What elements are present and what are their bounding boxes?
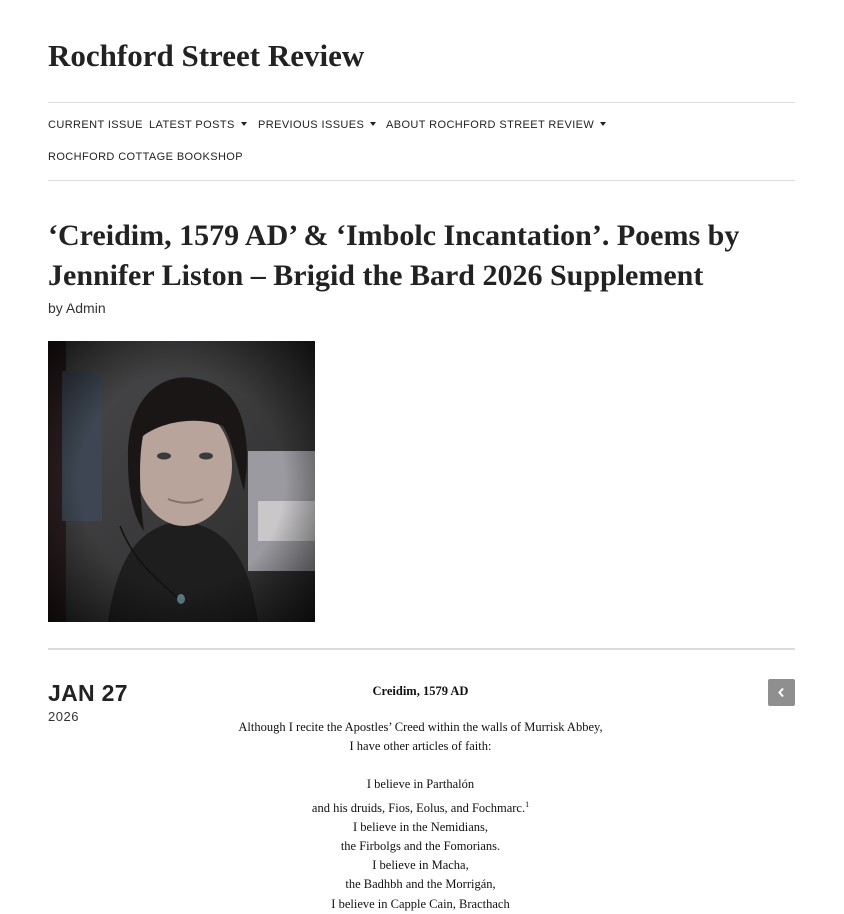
caret-down-icon bbox=[370, 122, 376, 126]
previous-post-button[interactable] bbox=[768, 679, 795, 706]
poem-line-text: the Badhbh and the Morrigán, bbox=[345, 877, 496, 892]
caret-down-icon bbox=[241, 122, 247, 126]
nav-item-label: PREVIOUS ISSUES bbox=[258, 119, 365, 131]
nav-item-label: ROCHFORD COTTAGE BOOKSHOP bbox=[48, 151, 243, 163]
post-title: ‘Creidim, 1579 AD’ & ‘Imbolc Incantation’. Poems by Jennifer Liston – Brigid the Bard 2026 Supplement bbox=[48, 219, 740, 292]
chevron-left-icon bbox=[777, 687, 786, 698]
poem-line-text: I believe in Macha, bbox=[372, 858, 469, 873]
poem-line bbox=[203, 818, 638, 837]
poem-line bbox=[203, 895, 638, 914]
poem-line-text: I believe in Parthalón bbox=[366, 777, 475, 792]
poem-line: Although I recite the Apostles’ Creed within the walls of Murrisk Abbey, bbox=[238, 720, 603, 734]
poem-line bbox=[203, 775, 638, 794]
post-year: 2026 bbox=[48, 709, 79, 724]
poem-line bbox=[203, 875, 638, 894]
author-photo bbox=[48, 341, 315, 622]
nav-item-current-issue[interactable] bbox=[48, 119, 143, 131]
poem-line bbox=[203, 856, 638, 875]
poem-line-text: the Firbolgs and the Fomorians. bbox=[340, 839, 501, 854]
poem bbox=[203, 682, 638, 914]
poem-line-text: I believe in Capple Cain, Bracthach bbox=[331, 896, 510, 911]
nav-divider bbox=[48, 180, 795, 181]
nav-item-label: LATEST POSTS bbox=[149, 119, 235, 131]
poem-line bbox=[203, 795, 638, 818]
poem-line bbox=[203, 837, 638, 856]
author-link[interactable]: Admin bbox=[65, 300, 106, 316]
poem-line-text: and his druids, Fios, Eolus, and Fochmarc. bbox=[311, 800, 526, 815]
byline-prefix: by bbox=[48, 300, 63, 316]
nav-item-label: ABOUT ROCHFORD STREET REVIEW bbox=[386, 119, 595, 131]
footnote-ref[interactable]: 1 bbox=[525, 799, 530, 809]
author-photo-image bbox=[48, 341, 315, 622]
poem-line: I have other articles of faith: bbox=[349, 739, 492, 754]
header-divider bbox=[48, 102, 795, 103]
site-title[interactable]: Rochford Street Review bbox=[48, 38, 365, 73]
nav-item-label: CURRENT ISSUE bbox=[48, 119, 143, 131]
nav-item-about[interactable] bbox=[386, 119, 606, 131]
nav-item-latest-posts[interactable] bbox=[149, 119, 247, 131]
poem-title: Creidim, 1579 AD bbox=[372, 684, 469, 698]
content-divider bbox=[48, 648, 795, 650]
byline bbox=[48, 300, 106, 316]
poem-line-text: I believe in the Nemidians, bbox=[352, 819, 489, 834]
nav-item-previous-issues[interactable] bbox=[258, 119, 376, 131]
post-date: JAN 27 bbox=[48, 680, 128, 706]
caret-down-icon bbox=[600, 122, 606, 126]
nav-item-bookshop[interactable] bbox=[48, 151, 243, 163]
